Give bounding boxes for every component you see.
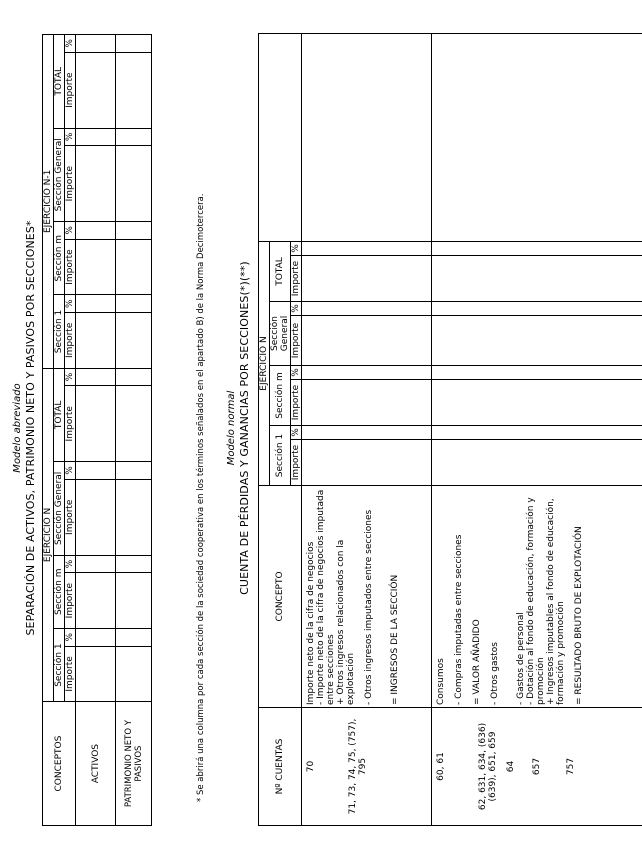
seccion-general-header: Sección General	[54, 128, 65, 222]
ejercicio-n-header: EJERCICIO N	[43, 368, 54, 702]
concepto-line: Importe neto de la cifra de negocios	[306, 541, 316, 705]
cuenta-line: 70	[306, 760, 316, 773]
cuenta-line: 62, 631, 634, (636)	[478, 722, 488, 811]
seccion-general-header: Sección General	[54, 462, 65, 556]
table-row	[76, 35, 116, 826]
seccion1-header: Sección 1	[54, 295, 65, 368]
importe-header: Importe	[291, 316, 302, 366]
pyg-table	[258, 33, 642, 826]
percent-header: %	[65, 628, 76, 646]
concepto-line: = RESULTADO BRUTO DE EXPLOTACIÓN	[574, 526, 584, 705]
total-header: TOTAL	[54, 368, 65, 462]
importe-header: Importe	[65, 313, 76, 369]
total-header: TOTAL	[270, 241, 291, 301]
concepto-line: Consumos	[436, 658, 446, 705]
concepto-line: - Gastos de personal	[516, 612, 526, 705]
importe-header: Importe	[65, 573, 76, 629]
importe-header: Importe	[65, 646, 76, 702]
activos-label: ACTIVOS	[76, 702, 116, 826]
concepto-line: - Otros ingresos imputados entre secciones	[364, 509, 374, 705]
cuentas-cell	[302, 708, 432, 826]
cuenta-line: 60, 61	[436, 752, 446, 781]
cuenta-line: 795	[358, 757, 368, 776]
ejercicio-n-header: EJERCICIO N	[259, 241, 270, 485]
seccion-general-header: Sección General	[270, 302, 291, 366]
concepto-line: - Compras imputadas entre secciones	[454, 534, 464, 705]
importe-header: Importe	[65, 479, 76, 555]
seccion1-header: Sección 1	[270, 426, 291, 486]
table-row	[432, 33, 642, 825]
percent-header: %	[65, 295, 76, 313]
percent-header: %	[65, 35, 76, 53]
importe-header: Importe	[65, 386, 76, 462]
concepto-cell	[302, 486, 432, 708]
patrimonio-label: PATRIMONIO NETO Y PASIVOS	[116, 702, 152, 826]
concepto-line: - Otros gastos	[490, 642, 500, 705]
percent-header: %	[65, 462, 76, 480]
concepto-line: - Importe neto de la cifra de negocios imputada entre secciones	[316, 489, 336, 705]
concepto-line: = INGRESOS DE LA SECCIÓN	[390, 574, 400, 705]
seccion1-header: Sección 1	[54, 628, 65, 701]
importe-header: Importe	[291, 380, 302, 426]
cuenta-line: 64	[506, 760, 516, 773]
normal-subtitle: Modelo normal	[226, 390, 237, 466]
concepto-cell	[432, 486, 642, 708]
concepto-header: CONCEPTO	[259, 486, 302, 708]
concepto-line: - Dotación al fondo de educación, formación y promoción	[526, 497, 546, 705]
normal-title: CUENTA DE PÉRDIDAS Y GANANCIAS POR SECCIONES(*)(**)	[238, 261, 251, 595]
percent-header: %	[65, 368, 76, 386]
cuenta-line: 657	[532, 757, 542, 776]
percent-header: %	[65, 222, 76, 240]
balance-table	[42, 34, 152, 826]
conceptos-header: CONCEPTOS	[43, 702, 76, 826]
footnote: * Se abrirá una columna por cada sección de la sociedad cooperativa en los términos señalados en el apartado B) de la Norma Decimotercera.	[196, 193, 206, 802]
cuenta-line: (639), 651, 659	[488, 731, 498, 802]
percent-header: %	[291, 302, 302, 316]
concepto-line: = VALOR AÑADIDO	[472, 619, 482, 705]
percent-header: %	[291, 366, 302, 380]
importe-header: Importe	[291, 440, 302, 486]
percent-header: %	[291, 241, 302, 255]
cuenta-line: 71, 73, 74, 75, (757),	[348, 718, 358, 815]
percent-header: %	[65, 128, 76, 146]
seccion-m-header: Sección m	[54, 222, 65, 295]
importe-header: Importe	[65, 52, 76, 128]
total-header: TOTAL	[54, 35, 65, 129]
abreviado-title: SEPARACIÓN DE ACTIVOS, PATRIMONIO NETO Y PASIVOS POR SECCIONES*	[24, 220, 37, 636]
abreviado-subtitle: Modelo abreviado	[12, 383, 23, 473]
ejercicio-n1-header: EJERCICIO N-1	[43, 35, 54, 369]
seccion-m-header: Sección m	[54, 555, 65, 628]
percent-header: %	[65, 555, 76, 573]
cuentas-header: Nº CUENTAS	[259, 708, 302, 826]
cuenta-line: 757	[566, 757, 576, 776]
importe-header: Importe	[65, 239, 76, 295]
concepto-line: + Otros ingresos relacionados con la explotación	[336, 539, 356, 705]
table-row	[302, 33, 432, 825]
importe-header: Importe	[65, 146, 76, 222]
percent-header: %	[291, 426, 302, 440]
table-row	[116, 35, 152, 826]
seccion-m-header: Sección m	[270, 366, 291, 426]
concepto-line: + Ingresos imputables al fondo de educación, formación y promoción	[546, 498, 566, 705]
cuentas-cell	[432, 708, 642, 826]
importe-header: Importe	[291, 256, 302, 302]
